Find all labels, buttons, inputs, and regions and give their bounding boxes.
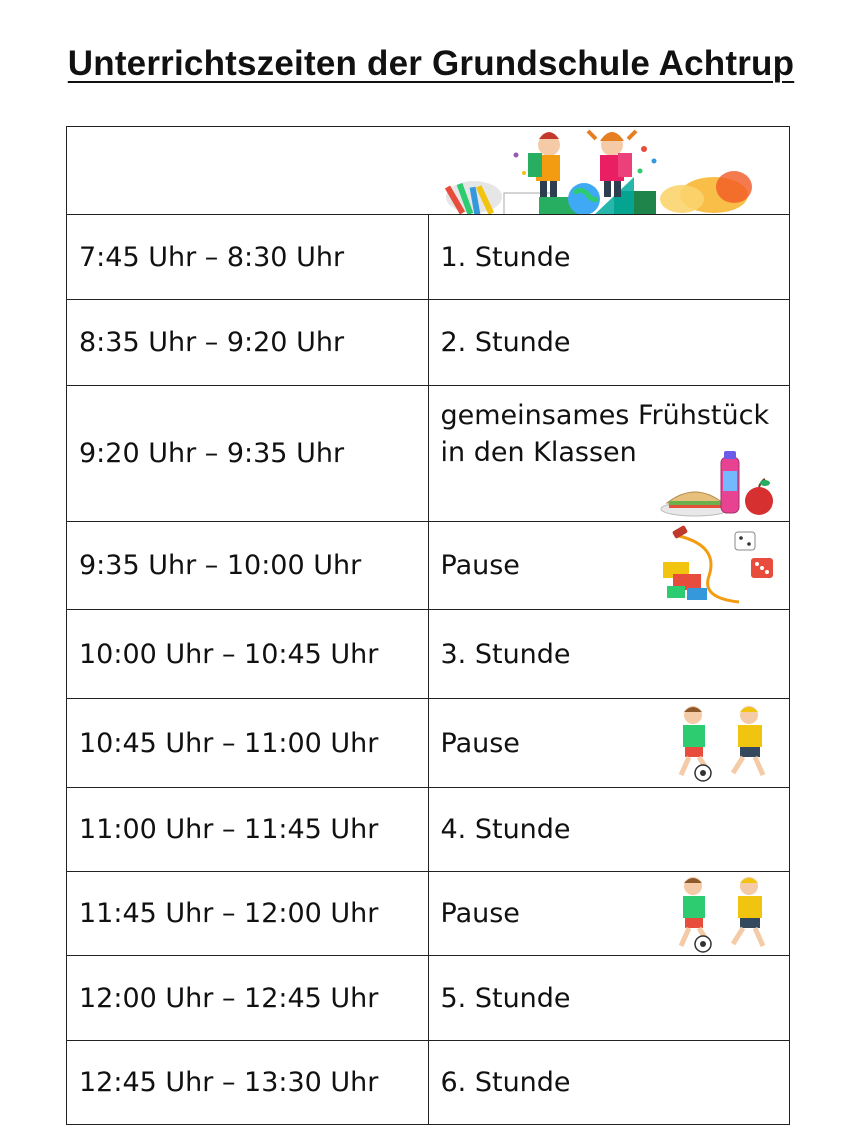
event-cell (428, 872, 790, 956)
breakfast-clipart-icon (659, 449, 781, 519)
event-label: Pause (440, 898, 520, 929)
time-cell: 8:35 Uhr – 9:20 Uhr (67, 300, 429, 386)
school-kids-clipart-icon (444, 127, 754, 215)
event-cell: 2. Stunde (428, 300, 790, 386)
event-cell (428, 699, 790, 788)
table-row (67, 956, 790, 1041)
time-cell: 7:45 Uhr – 8:30 Uhr (67, 215, 429, 300)
time-cell: 11:45 Uhr – 12:00 Uhr (67, 872, 429, 956)
time-cell: 12:45 Uhr – 13:30 Uhr (67, 1041, 429, 1125)
page-title: Unterrichtszeiten der Grundschule Achtrup (67, 44, 795, 83)
table-row (67, 610, 790, 699)
event-cell: 5. Stunde (428, 956, 790, 1041)
table-row (67, 522, 790, 610)
event-cell: 1. Stunde (428, 215, 790, 300)
table-row (67, 872, 790, 956)
table-row (67, 788, 790, 872)
time-cell: 12:00 Uhr – 12:45 Uhr (67, 956, 429, 1041)
schedule-table (66, 126, 790, 1125)
event-cell: 6. Stunde (428, 1041, 790, 1125)
event-line: in den Klassen (440, 436, 637, 468)
table-row (67, 215, 790, 300)
event-cell: 4. Stunde (428, 788, 790, 872)
table-row (67, 699, 790, 788)
event-label: Pause (440, 550, 520, 581)
table-row (67, 300, 790, 386)
table-header-row (67, 127, 790, 215)
header-cell (67, 127, 790, 215)
event-cell (428, 386, 790, 522)
event-line: gemeinsames Frühstück (440, 399, 770, 431)
time-cell: 9:20 Uhr – 9:35 Uhr (67, 386, 429, 522)
table-row (67, 386, 790, 522)
time-cell: 10:45 Uhr – 11:00 Uhr (67, 699, 429, 788)
football-players-clipart-icon (663, 703, 783, 783)
time-cell: 11:00 Uhr – 11:45 Uhr (67, 788, 429, 872)
football-players-clipart-icon (663, 874, 783, 954)
time-cell: 9:35 Uhr – 10:00 Uhr (67, 522, 429, 610)
event-label: Pause (440, 727, 520, 759)
time-cell: 10:00 Uhr – 10:45 Uhr (67, 610, 429, 699)
event-cell (428, 522, 790, 610)
toys-clipart-icon (659, 524, 777, 608)
table-row (67, 1041, 790, 1125)
event-cell: 3. Stunde (428, 610, 790, 699)
